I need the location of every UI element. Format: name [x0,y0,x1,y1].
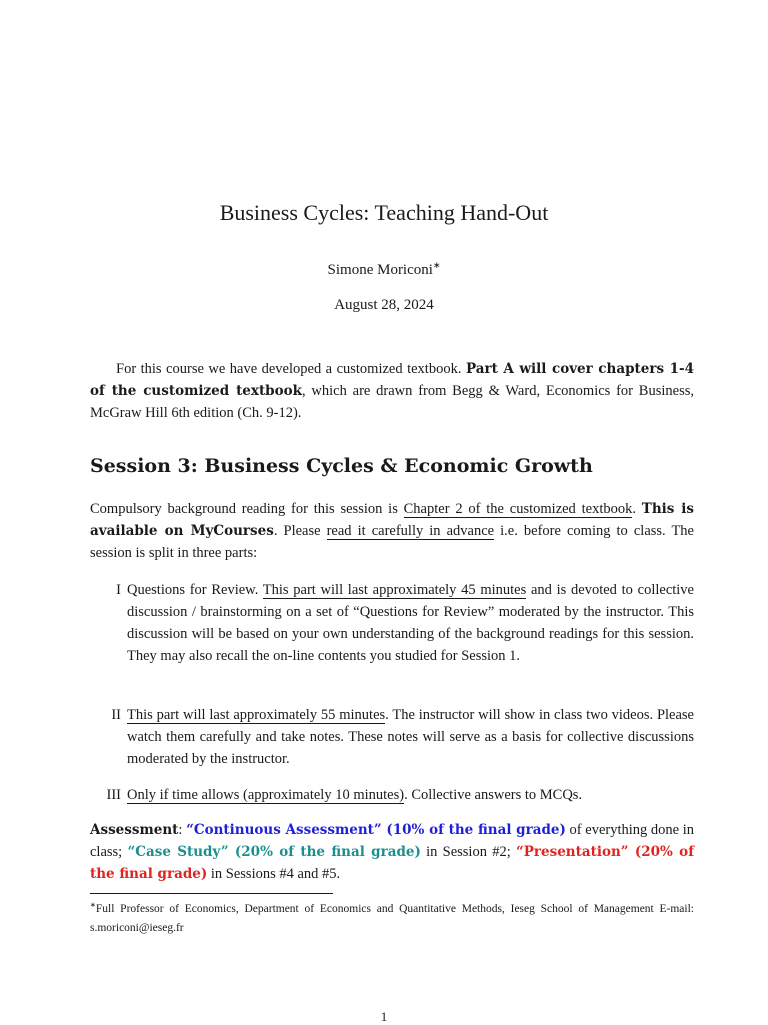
footnote [90,896,694,938]
list-item-underline: This part will last approximately 55 minutes [127,707,386,723]
author-footnote-mark: ∗ [432,260,441,270]
list-item [90,784,694,806]
list-item-number: III [106,787,121,803]
session-intro-text-d: i.e. before coming to class. The session is split in three parts: [90,523,694,561]
list-item-text-a: Questions for Review. [127,582,263,598]
session-intro-underline-chapter: Chapter 2 of the customized textbook [403,501,633,517]
list-item-text-b: and is devoted to collective discussion / brainstorming on a set of “Questions for Review” moderated by the instructor. This discussion will be based on your own understanding of the background readings for this session. They may also recall the on-line contents you studied for Session 1. [127,582,694,664]
footnote-divider [90,893,333,894]
intro-text-1: For this course we have developed a customized textbook. [116,361,466,377]
footnote-text: Full Professor of Economics, Department of Economics and Quantitative Methods, Ieseg School of Management E-mail: s.moriconi@ieseg.fr [90,902,694,934]
assessment-presentation: “Presentation” (20% of the final grade) [90,844,694,882]
list-item-text-b: . Collective answers to MCQs. [404,787,583,803]
intro-paragraph [90,358,694,424]
session-intro-bold: This is available on MyCourses [90,501,694,539]
assessment-case-study: “Case Study” (20% of the final grade) [127,844,421,860]
assessment-text-2: in Session #2; [420,844,516,860]
assessment-text-1: of everything done in class; [90,822,694,860]
list-item-body [90,784,694,806]
list-item-underline: Only if time allows (approximately 10 minutes) [127,787,405,803]
intro-bold-text: Part A will cover chapters 1-4 of the customized textbook [90,361,695,399]
session-intro-text-c: . Please [273,523,327,539]
session-intro-text-b: . [632,501,642,517]
assessment-paragraph [90,819,694,885]
footnote-mark: ∗ [90,901,96,909]
list-item-underline: This part will last approximately 45 minutes [262,582,527,598]
list-item-number: I [116,582,121,598]
page-number: 1 [380,1009,388,1024]
list-item [90,704,694,770]
intro-text-2: , which are drawn from Begg & Ward, Economics for Business, McGraw Hill 6th edition (Ch. 9-12). [90,383,694,421]
assessment-colon: : [178,822,187,838]
document-date: August 28, 2024 [334,297,434,313]
list-item-body [90,579,694,667]
list-item-number: II [111,707,121,723]
assessment-label: Assessment [90,822,179,838]
assessment-continuous: “Continuous Assessment” (10% of the final grade) [186,822,566,838]
list-item-body [90,704,694,770]
session-intro-paragraph [90,498,694,564]
author-name: Simone Moriconi [327,262,433,278]
session-intro-text-a: Compulsory background reading for this session is [90,501,404,517]
assessment-text-3: in Sessions #4 and #5. [207,866,341,882]
list-item [90,579,694,667]
list-item-text-b: . The instructor will show in class two videos. Please watch them carefully and take notes. These notes will serve as a basis for collective discussions moderated by the instructor. [127,707,694,767]
document-title: Business Cycles: Teaching Hand-Out [219,200,549,225]
author-line [0,260,768,279]
session-intro-underline-read: read it carefully in advance [326,523,495,539]
section-heading: Session 3: Business Cycles & Economic Growth [90,455,593,477]
